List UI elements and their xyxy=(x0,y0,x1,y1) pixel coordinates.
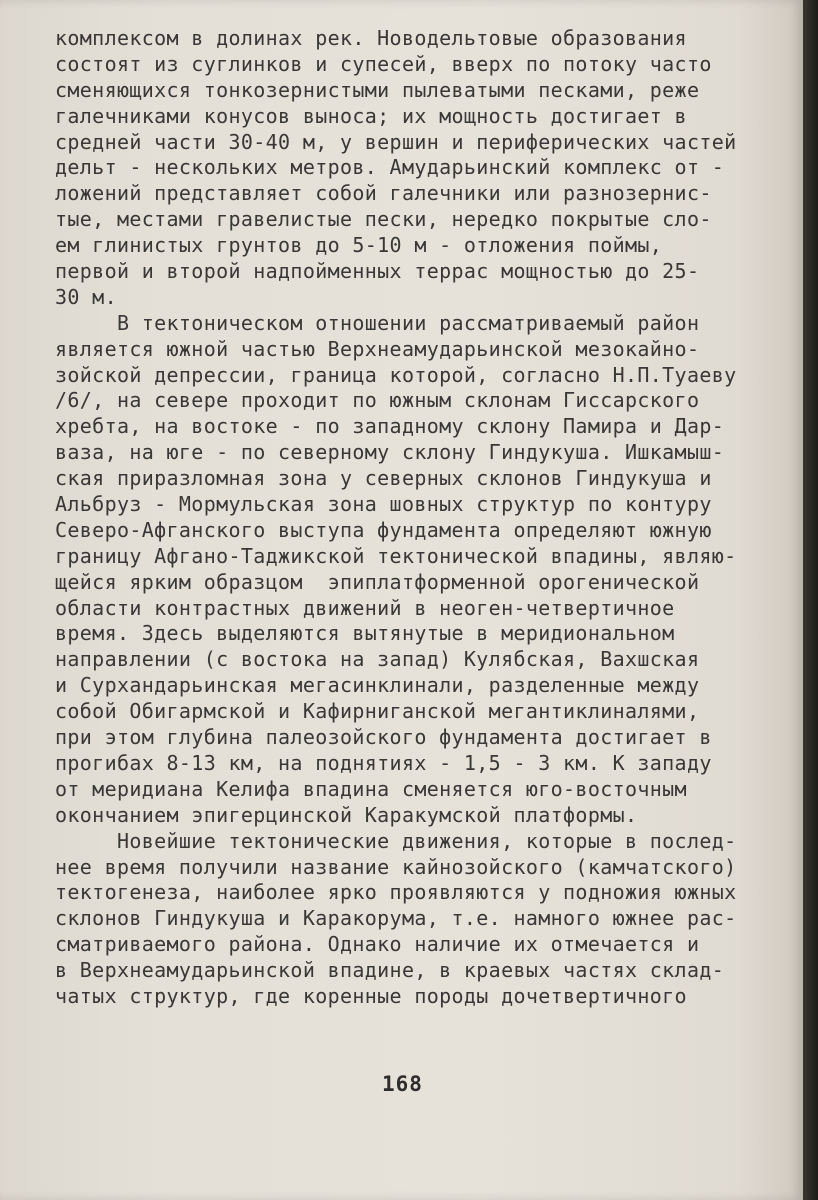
text-line-2: состоят из суглинков и супесей, вверх по потоку часто xyxy=(55,51,712,76)
text-line-21: границу Афгано-Таджикской тектонической впадины, являю- xyxy=(55,543,737,568)
text-line-25: направлении (с востока на запад) Кулябская, Вахшская xyxy=(55,647,700,672)
text-line-9: ем глинистых грунтов до 5-10 м - отложения поймы, xyxy=(55,233,663,258)
text-line-37: в Верхнеамударьинской впадине, в краевых частях склад- xyxy=(55,958,725,983)
text-line-19: Альбруз - Мормульская зона шовных структур по контуру xyxy=(55,492,712,517)
text-line-4: галечниками конусов выноса; их мощность достигает в xyxy=(55,103,687,128)
text-line-30: от меридиана Келифа впадина сменяется юго-восточным xyxy=(55,776,687,801)
text-line-14: зойской депрессии, граница которой, согласно Н.П.Туаеву xyxy=(55,362,737,387)
text-line-22: щейся ярким образцом эпиплатформенной орогенической xyxy=(55,569,700,594)
text-line-1: комплексом в долинах рек. Новодельтовые образования xyxy=(55,26,687,50)
text-line-11: 30 м. xyxy=(55,284,117,309)
text-line-6: дельт - нескольких метров. Амударьинский комплекс от - xyxy=(55,155,725,180)
text-line-33: нее время получили название кайнозойского (камчатского) xyxy=(55,854,737,879)
text-line-7: ложений представляет собой галечники или разнозернис- xyxy=(55,181,712,206)
text-line-36: сматриваемого района. Однако наличие их отмечается и xyxy=(55,932,700,957)
text-line-32: Новейшие тектонические движения, которые в послед- xyxy=(55,828,737,853)
text-line-10: первой и второй надпойменных террас мощностью до 25- xyxy=(55,259,700,284)
text-line-12: В тектоническом отношении рассматриваемый район xyxy=(55,310,700,335)
text-line-16: хребта, на востоке - по западному склону Памира и Дар- xyxy=(55,414,725,439)
text-line-20: Северо-Афганского выступа фундамента определяют южную xyxy=(55,517,712,542)
text-line-29: прогибах 8-13 км, на поднятиях - 1,5 - 3 км. К западу xyxy=(55,750,712,775)
text-line-28: при этом глубина палеозойского фундамента достигает в xyxy=(55,725,712,750)
text-line-35: склонов Гиндукуша и Каракорума, т.е. намного южнее рас- xyxy=(55,906,737,931)
text-line-24: время. Здесь выделяются вытянутые в меридиональном xyxy=(55,621,675,646)
text-line-18: ская приразломная зона у северных склонов Гиндукуша и xyxy=(55,466,712,491)
text-line-17: ваза, на юге - по северному склону Гиндукуша. Ишкамыш- xyxy=(55,440,725,465)
text-line-13: является южной частью Верхнеамударьинской мезокайно- xyxy=(55,336,700,361)
text-line-15: /6/, на севере проходит по южным склонам Гиссарского xyxy=(55,388,700,413)
text-line-38: чатых структур, где коренные породы дочетвертичного xyxy=(55,983,687,1008)
body-text xyxy=(55,26,785,1010)
page-number: 168 xyxy=(382,1072,423,1096)
text-line-26: и Сурхандарьинская мегасинклинали, разделенные между xyxy=(55,673,700,698)
text-line-27: собой Обигармской и Кафирниганской мегантиклиналями, xyxy=(55,699,700,724)
text-line-8: тые, местами гравелистые пески, нередко покрытые сло- xyxy=(55,207,712,232)
text-line-23: области контрастных движений в неоген-четвертичное xyxy=(55,595,675,620)
text-line-5: средней части 30-40 м, у вершин и периферических частей xyxy=(55,129,737,154)
text-line-34: тектогенеза, наиболее ярко проявляются у подножия южных xyxy=(55,880,737,905)
text-line-3: сменяющихся тонкозернистыми пылеватыми песками, реже xyxy=(55,77,700,102)
book-spine-edge xyxy=(803,0,818,1200)
text-line-31: окончанием эпигерцинской Каракумской платформы. xyxy=(55,802,638,827)
